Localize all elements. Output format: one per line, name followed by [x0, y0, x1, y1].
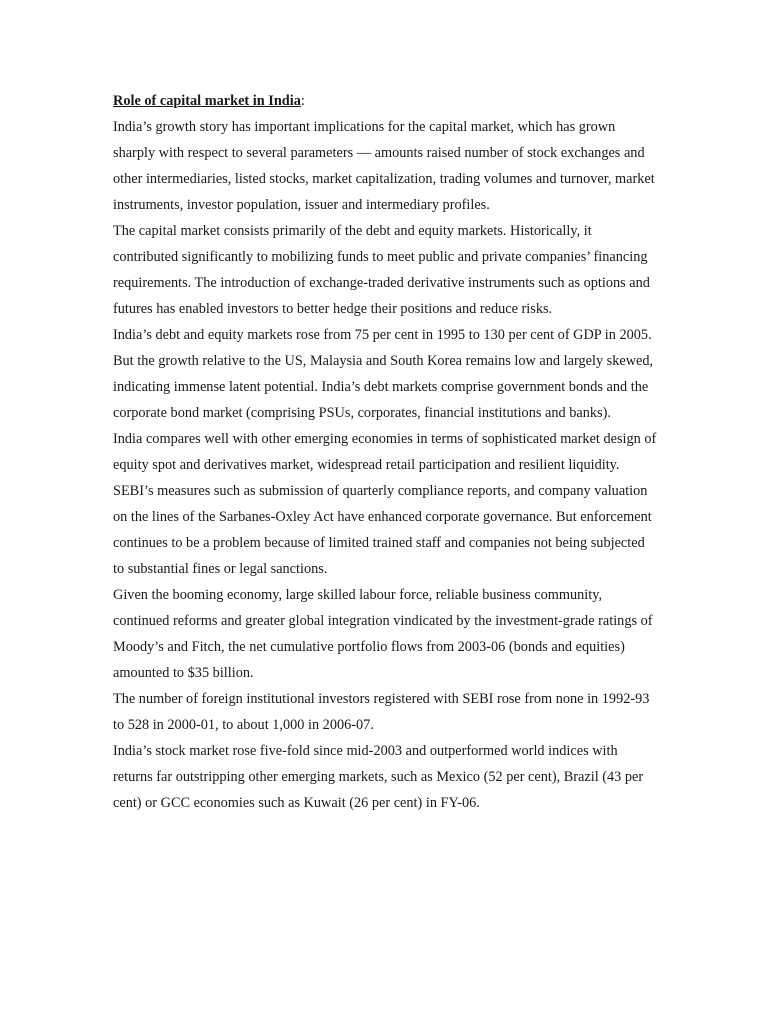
paragraph-portfolio-flows: Given the booming economy, large skilled labour force, reliable business community, continued reforms and greater global integration vindicated by the investment-grade ratings of Moody’s and Fitch, the net cumulative portfolio flows from 2003-06 (bonds and equities) amounted to $35 billion.	[113, 587, 653, 681]
document-heading-line	[113, 88, 658, 114]
paragraph-growth-story: India’s growth story has important implications for the capital market, which has grown sharply with respect to several parameters — amounts raised number of stock exchanges and other intermediaries, listed stocks, market capitalization, trading volumes and turnover, market instruments, investor population, issuer and intermediary profiles.	[113, 119, 655, 213]
paragraph-fii-count: The number of foreign institutional investors registered with SEBI rose from none in 1992-93 to 528 in 2000-01, to about 1,000 in 2006-07.	[113, 691, 650, 733]
paragraph-gdp-growth: India’s debt and equity markets rose from 75 per cent in 1995 to 130 per cent of GDP in 2005. But the growth relative to the US, Malaysia and South Korea remains low and largely skewed, indicating immense latent potential. India’s debt markets comprise government bonds and the corporate bond market (comprising PSUs, corporates, financial institutions and banks).	[113, 327, 654, 421]
paragraph-sebi-measures: SEBI’s measures such as submission of quarterly compliance reports, and company valuation on the lines of the Sarbanes-Oxley Act have enhanced corporate governance. But enforcement continues to be a problem because of limited trained staff and companies not being subjected to substantial fines or legal sanctions.	[113, 483, 652, 577]
paragraph-emerging-economies: India compares well with other emerging economies in terms of sophisticated market design of equity spot and derivatives market, widespread retail participation and resilient liquidity.	[113, 431, 657, 473]
document-body	[113, 88, 658, 816]
document-heading: Role of capital market in India	[113, 93, 301, 109]
heading-colon: :	[300, 93, 305, 109]
paragraph-debt-equity-markets: The capital market consists primarily of the debt and equity markets. Historically, it contributed significantly to mobilizing funds to meet public and private companies’ financing requirements. The introduction of exchange-traded derivative instruments such as options and futures has enabled investors to better hedge their positions and reduce risks.	[113, 223, 650, 317]
paragraph-stock-market-rise: India’s stock market rose five-fold since mid-2003 and outperformed world indices with returns far outstripping other emerging markets, such as Mexico (52 per cent), Brazil (43 per cent) or GCC economies such as Kuwait (26 per cent) in FY-06.	[113, 743, 644, 811]
